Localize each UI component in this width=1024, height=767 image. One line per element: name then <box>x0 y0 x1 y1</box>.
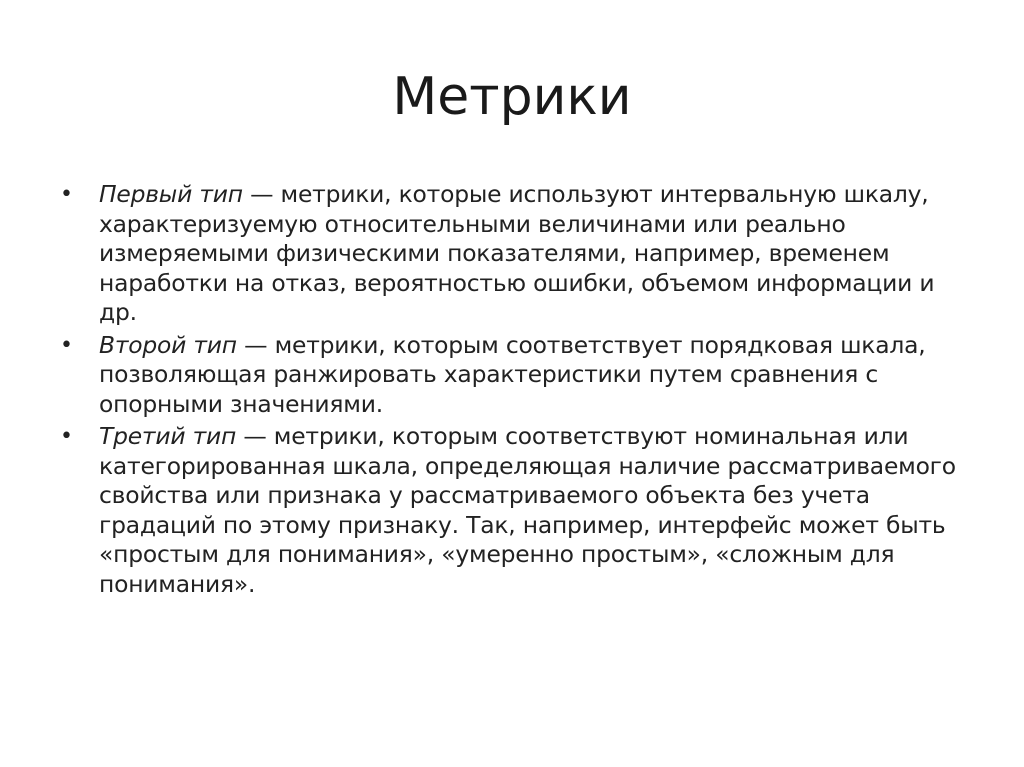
bullet-text: — метрики, которые используют интервальную шкалу, характеризуемую относительными величинами или реально измеряемыми физическими показателями, например, временем наработки на отказ, вероятностью ошибки, объемом информации и др. <box>99 180 935 326</box>
bullet-text: — метрики, которым соответствуют номинальная или категорированная шкала, определяющая наличие рассматриваемого свойства или признака у рассматриваемого объекта без учета градаций по этому признаку. Так, например, интерфейс может быть «простым для понимания», «умеренно простым», «сложным для понимания». <box>99 422 956 598</box>
bullet-item-third-type <box>60 422 970 599</box>
bullet-icon: • <box>60 182 73 207</box>
bullet-item-first-type <box>60 180 970 328</box>
bullet-term: Третий тип <box>99 422 237 450</box>
bullet-list <box>60 180 970 602</box>
bullet-text: — метрики, которым соответствует порядковая шкала, позволяющая ранжировать характеристики путем сравнения с опорными значениями. <box>99 330 926 418</box>
bullet-icon: • <box>60 424 73 449</box>
bullet-item-second-type <box>60 331 970 420</box>
bullet-term: Первый тип <box>99 180 243 208</box>
bullet-term: Второй тип <box>99 330 237 359</box>
bullet-icon: • <box>60 332 73 358</box>
slide-title: Метрики <box>392 67 632 127</box>
